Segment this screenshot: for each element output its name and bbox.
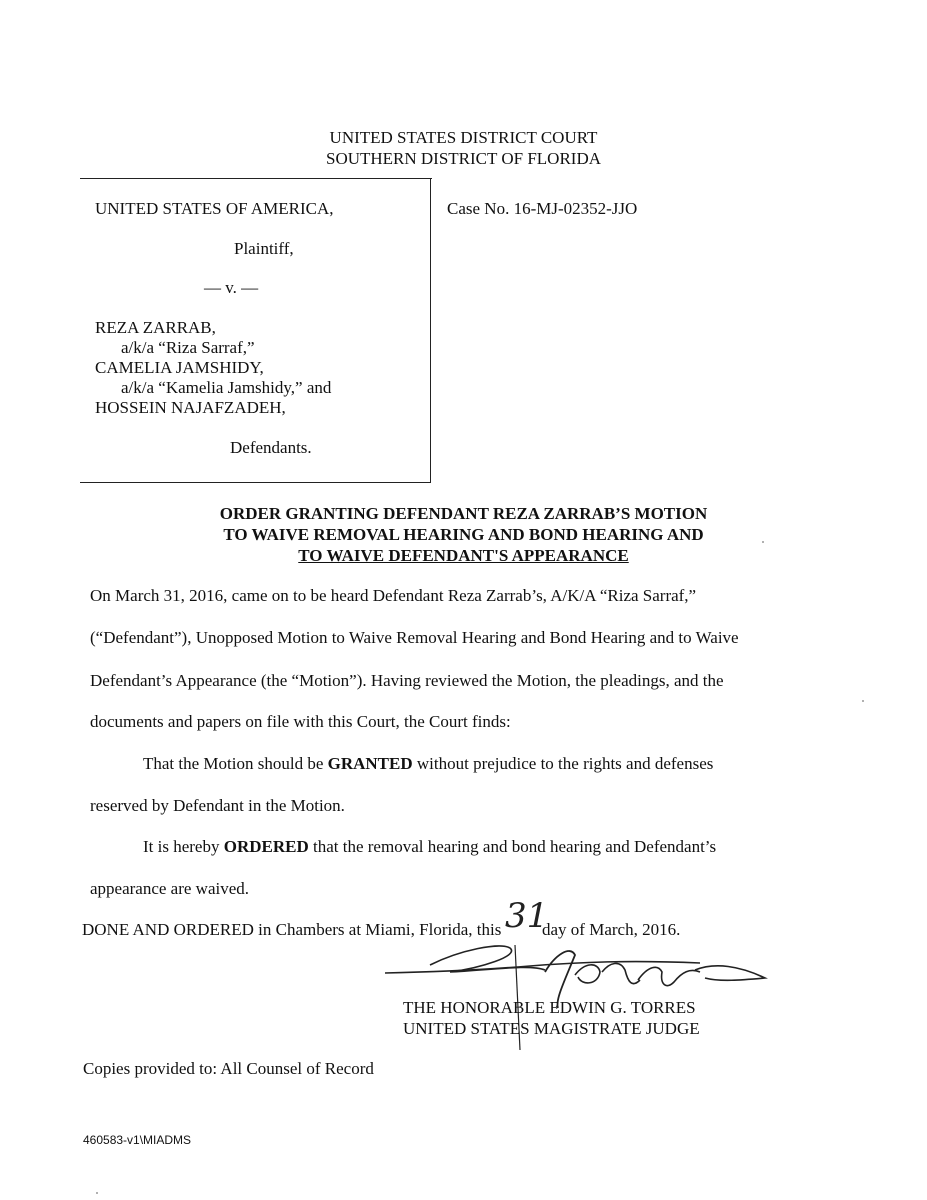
judge-title: UNITED STATES MAGISTRATE JUDGE — [403, 1019, 700, 1038]
defendant-line: REZA ZARRAB, — [95, 318, 216, 337]
done-and-ordered: DONE AND ORDERED in Chambers at Miami, Florida, this — [82, 920, 502, 939]
scan-speck — [762, 541, 764, 543]
defendants-role: Defendants. — [230, 438, 312, 457]
scan-speck — [96, 1192, 98, 1194]
body-line: Defendant’s Appearance (the “Motion”). Having reviewed the Motion, the pleadings, and the — [90, 671, 724, 690]
done-and-ordered-month: day of March, 2016. — [542, 920, 681, 939]
court-name: UNITED STATES DISTRICT COURT — [329, 128, 598, 147]
order-title-line1: ORDER GRANTING DEFENDANT REZA ZARRAB’S MOTION — [219, 504, 708, 523]
copies-line: Copies provided to: All Counsel of Record — [83, 1059, 374, 1078]
document-id: 460583-v1\MIADMS — [83, 1133, 192, 1147]
defendant-line: CAMELIA JAMSHIDY, — [95, 358, 264, 377]
body-line: On March 31, 2016, came on to be heard Defendant Reza Zarrab’s, A/K/A “Riza Sarraf,” — [90, 586, 697, 605]
handwritten-day: 31 — [505, 896, 549, 936]
defendant-line: a/k/a “Kamelia Jamshidy,” and — [121, 378, 332, 397]
body-line: (“Defendant”), Unopposed Motion to Waive Removal Hearing and Bond Hearing and to Waive — [90, 628, 739, 647]
defendant-line: a/k/a “Riza Sarraf,” — [121, 338, 255, 357]
plaintiff-role: Plaintiff, — [234, 239, 294, 258]
body-line: documents and papers on file with this Court, the Court finds: — [90, 712, 511, 731]
defendant-line: HOSSEIN NAJAFZADEH, — [95, 398, 286, 417]
order-title-line2: TO WAIVE REMOVAL HEARING AND BOND HEARING AND — [223, 525, 704, 544]
body-line: reserved by Defendant in the Motion. — [90, 796, 345, 815]
case-number: Case No. 16-MJ-02352-JJO — [447, 199, 638, 218]
versus: — v. — — [204, 278, 259, 297]
body-line: appearance are waived. — [90, 879, 250, 898]
judge-name: THE HONORABLE EDWIN G. TORRES — [403, 998, 696, 1017]
granted-paragraph: That the Motion should be GRANTED without prejudice to the rights and defenses — [143, 754, 714, 773]
court-district: SOUTHERN DISTRICT OF FLORIDA — [325, 149, 601, 168]
scan-speck — [862, 700, 864, 702]
plaintiff-name: UNITED STATES OF AMERICA, — [95, 199, 334, 218]
order-title-line3: TO WAIVE DEFENDANT'S APPEARANCE — [298, 546, 629, 565]
ordered-paragraph: It is hereby ORDERED that the removal hearing and bond hearing and Defendant’s — [143, 837, 717, 856]
